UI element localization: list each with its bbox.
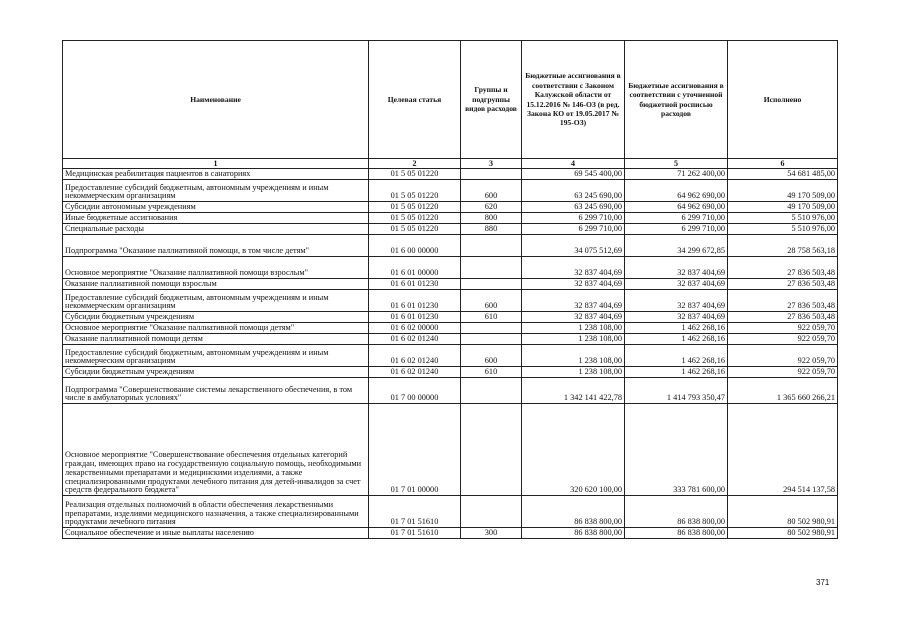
row-name: Субсидии бюджетным учреждениям [63, 367, 369, 378]
row-budget-law: 69 545 400,00 [522, 169, 625, 180]
row-target-article: 01 6 00 00000 [369, 235, 461, 257]
row-expense-group: 300 [461, 528, 522, 539]
row-budget-refined: 34 299 672,85 [625, 235, 728, 257]
row-name: Оказание паллиативной помощи взрослым [63, 279, 369, 290]
table-row [63, 202, 838, 213]
table-row [63, 323, 838, 334]
header-executed: Исполнено [728, 41, 838, 159]
row-executed: 922 059,70 [728, 334, 838, 345]
row-budget-refined: 333 781 600,00 [625, 404, 728, 496]
col-number-5: 5 [625, 159, 728, 169]
row-executed: 80 502 980,91 [728, 496, 838, 528]
row-expense-group [461, 323, 522, 334]
row-budget-law: 1 342 141 422,78 [522, 378, 625, 404]
row-budget-refined: 6 299 710,00 [625, 213, 728, 224]
row-expense-group [461, 169, 522, 180]
row-budget-law: 1 238 108,00 [522, 334, 625, 345]
row-executed: 922 059,70 [728, 323, 838, 334]
row-budget-refined: 6 299 710,00 [625, 224, 728, 235]
row-budget-refined: 32 837 404,69 [625, 312, 728, 323]
table-row [63, 378, 838, 404]
row-target-article: 01 5 05 01220 [369, 224, 461, 235]
header-expense-groups: Группы и подгруппы видов расходов [461, 41, 522, 159]
row-expense-group: 800 [461, 213, 522, 224]
row-expense-group: 610 [461, 312, 522, 323]
row-budget-law: 32 837 404,69 [522, 257, 625, 279]
table-row [63, 496, 838, 528]
row-budget-law: 320 620 100,00 [522, 404, 625, 496]
row-budget-refined: 1 462 268,16 [625, 345, 728, 367]
header-name: Наименование [63, 41, 369, 159]
col-number-1: 1 [63, 159, 369, 169]
row-target-article: 01 7 01 00000 [369, 404, 461, 496]
table-row [63, 279, 838, 290]
row-executed: 49 170 509,00 [728, 202, 838, 213]
budget-table [62, 40, 838, 539]
table-row [63, 312, 838, 323]
table-header [63, 41, 838, 169]
row-executed: 1 365 660 266,21 [728, 378, 838, 404]
row-budget-law: 32 837 404,69 [522, 279, 625, 290]
row-name: Основное мероприятие "Оказание паллиативной помощи взрослым" [63, 257, 369, 279]
row-executed: 5 510 976,00 [728, 224, 838, 235]
table-row [63, 334, 838, 345]
table-row [63, 404, 838, 496]
row-name: Основное мероприятие "Оказание паллиативной помощи детям" [63, 323, 369, 334]
row-target-article: 01 6 02 00000 [369, 323, 461, 334]
row-executed: 28 758 563,18 [728, 235, 838, 257]
row-budget-law: 1 238 108,00 [522, 323, 625, 334]
row-executed: 27 836 503,48 [728, 257, 838, 279]
row-name: Иные бюджетные ассигнования [63, 213, 369, 224]
col-number-3: 3 [461, 159, 522, 169]
row-target-article: 01 6 01 01230 [369, 290, 461, 312]
row-target-article: 01 6 01 01230 [369, 312, 461, 323]
row-executed: 27 836 503,48 [728, 312, 838, 323]
row-budget-law: 34 075 512,69 [522, 235, 625, 257]
row-expense-group: 600 [461, 345, 522, 367]
row-name: Основное мероприятие "Совершенствование обеспечения отдельных категорий граждан, имеющих право на государственную социальную помощь, необходимыми лекарственными препаратами и медицинскими изделиями, а также специализированными продуктами лечебного питания для детей-инвалидов за счет средств федерального бюджета" [63, 404, 369, 496]
row-budget-refined: 1 462 268,16 [625, 323, 728, 334]
col-number-6: 6 [728, 159, 838, 169]
row-expense-group [461, 334, 522, 345]
row-budget-law: 1 238 108,00 [522, 367, 625, 378]
row-budget-refined: 86 838 800,00 [625, 496, 728, 528]
row-target-article: 01 6 01 00000 [369, 257, 461, 279]
row-budget-refined: 32 837 404,69 [625, 290, 728, 312]
header-target-article: Целевая статья [369, 41, 461, 159]
table-row [63, 290, 838, 312]
row-budget-law: 6 299 710,00 [522, 213, 625, 224]
row-budget-refined: 1 462 268,16 [625, 334, 728, 345]
row-executed: 49 170 509,00 [728, 180, 838, 202]
row-expense-group: 610 [461, 367, 522, 378]
table-row [63, 345, 838, 367]
row-budget-law: 63 245 690,00 [522, 180, 625, 202]
col-number-2: 2 [369, 159, 461, 169]
row-budget-refined: 1 462 268,16 [625, 367, 728, 378]
row-expense-group [461, 378, 522, 404]
row-target-article: 01 7 00 00000 [369, 378, 461, 404]
row-name: Специальные расходы [63, 224, 369, 235]
table-body [63, 169, 838, 539]
row-name: Предоставление субсидий бюджетным, автономным учреждениям и иным некоммерческим организациям [63, 290, 369, 312]
header-budget-refined: Бюджетные ассигнования в соответствии с уточненной бюджетной росписью расходов [625, 41, 728, 159]
row-budget-law: 6 299 710,00 [522, 224, 625, 235]
row-executed: 80 502 980,91 [728, 528, 838, 539]
row-expense-group [461, 257, 522, 279]
table-row [63, 235, 838, 257]
row-executed: 27 836 503,48 [728, 279, 838, 290]
table-row [63, 169, 838, 180]
row-name: Предоставление субсидий бюджетным, автономным учреждениям и иным некоммерческим организациям [63, 345, 369, 367]
row-budget-refined: 64 962 690,00 [625, 180, 728, 202]
page-number: 371 [816, 578, 830, 587]
table-row [63, 528, 838, 539]
row-executed: 5 510 976,00 [728, 213, 838, 224]
col-number-4: 4 [522, 159, 625, 169]
table-row [63, 213, 838, 224]
row-budget-refined: 71 262 400,00 [625, 169, 728, 180]
row-name: Подпрограмма "Оказание паллиативной помощи, в том числе детям" [63, 235, 369, 257]
header-budget-law: Бюджетные ассигнования в соответствии с Законом Калужской области от 15.12.2016 № 146-ОЗ (в ред. Закона КО от 19.05.2017 № 195-ОЗ) [522, 41, 625, 159]
row-budget-refined: 32 837 404,69 [625, 257, 728, 279]
row-name: Реализация отдельных полномочий в области обеспечения лекарственными препаратами, изделиями медицинского назначения, а также специализированными продуктами лечебного питания [63, 496, 369, 528]
row-expense-group [461, 235, 522, 257]
row-executed: 54 681 485,00 [728, 169, 838, 180]
table-row [63, 257, 838, 279]
row-executed: 922 059,70 [728, 345, 838, 367]
row-name: Социальное обеспечение и иные выплаты населению [63, 528, 369, 539]
row-target-article: 01 6 02 01240 [369, 334, 461, 345]
row-target-article: 01 7 01 51610 [369, 496, 461, 528]
row-target-article: 01 5 05 01220 [369, 180, 461, 202]
row-budget-refined: 86 838 800,00 [625, 528, 728, 539]
row-name: Подпрограмма "Совершенствование системы лекарственного обеспечения, в том числе в амбулаторных условиях" [63, 378, 369, 404]
row-executed: 27 836 503,48 [728, 290, 838, 312]
row-name: Субсидии автономным учреждениям [63, 202, 369, 213]
row-budget-law: 86 838 800,00 [522, 496, 625, 528]
row-expense-group: 620 [461, 202, 522, 213]
row-executed: 922 059,70 [728, 367, 838, 378]
row-target-article: 01 6 02 01240 [369, 367, 461, 378]
row-name: Предоставление субсидий бюджетным, автономным учреждениям и иным некоммерческим организациям [63, 180, 369, 202]
row-name: Субсидии бюджетным учреждениям [63, 312, 369, 323]
row-target-article: 01 6 01 01230 [369, 279, 461, 290]
row-budget-refined: 1 414 793 350,47 [625, 378, 728, 404]
table-row [63, 367, 838, 378]
row-expense-group [461, 496, 522, 528]
row-budget-refined: 32 837 404,69 [625, 279, 728, 290]
row-name: Оказание паллиативной помощи детям [63, 334, 369, 345]
table-row [63, 180, 838, 202]
row-target-article: 01 6 02 01240 [369, 345, 461, 367]
row-expense-group [461, 279, 522, 290]
row-budget-refined: 64 962 690,00 [625, 202, 728, 213]
row-budget-law: 32 837 404,69 [522, 290, 625, 312]
row-target-article: 01 5 05 01220 [369, 213, 461, 224]
row-expense-group: 880 [461, 224, 522, 235]
row-expense-group [461, 404, 522, 496]
table-row [63, 224, 838, 235]
row-executed: 294 514 137,58 [728, 404, 838, 496]
row-budget-law: 63 245 690,00 [522, 202, 625, 213]
row-target-article: 01 5 05 01220 [369, 169, 461, 180]
row-budget-law: 32 837 404,69 [522, 312, 625, 323]
row-budget-law: 86 838 800,00 [522, 528, 625, 539]
row-target-article: 01 5 05 01220 [369, 202, 461, 213]
row-expense-group: 600 [461, 180, 522, 202]
row-budget-law: 1 238 108,00 [522, 345, 625, 367]
row-expense-group: 600 [461, 290, 522, 312]
row-name: Медицинская реабилитация пациентов в санаториях [63, 169, 369, 180]
row-target-article: 01 7 01 51610 [369, 528, 461, 539]
